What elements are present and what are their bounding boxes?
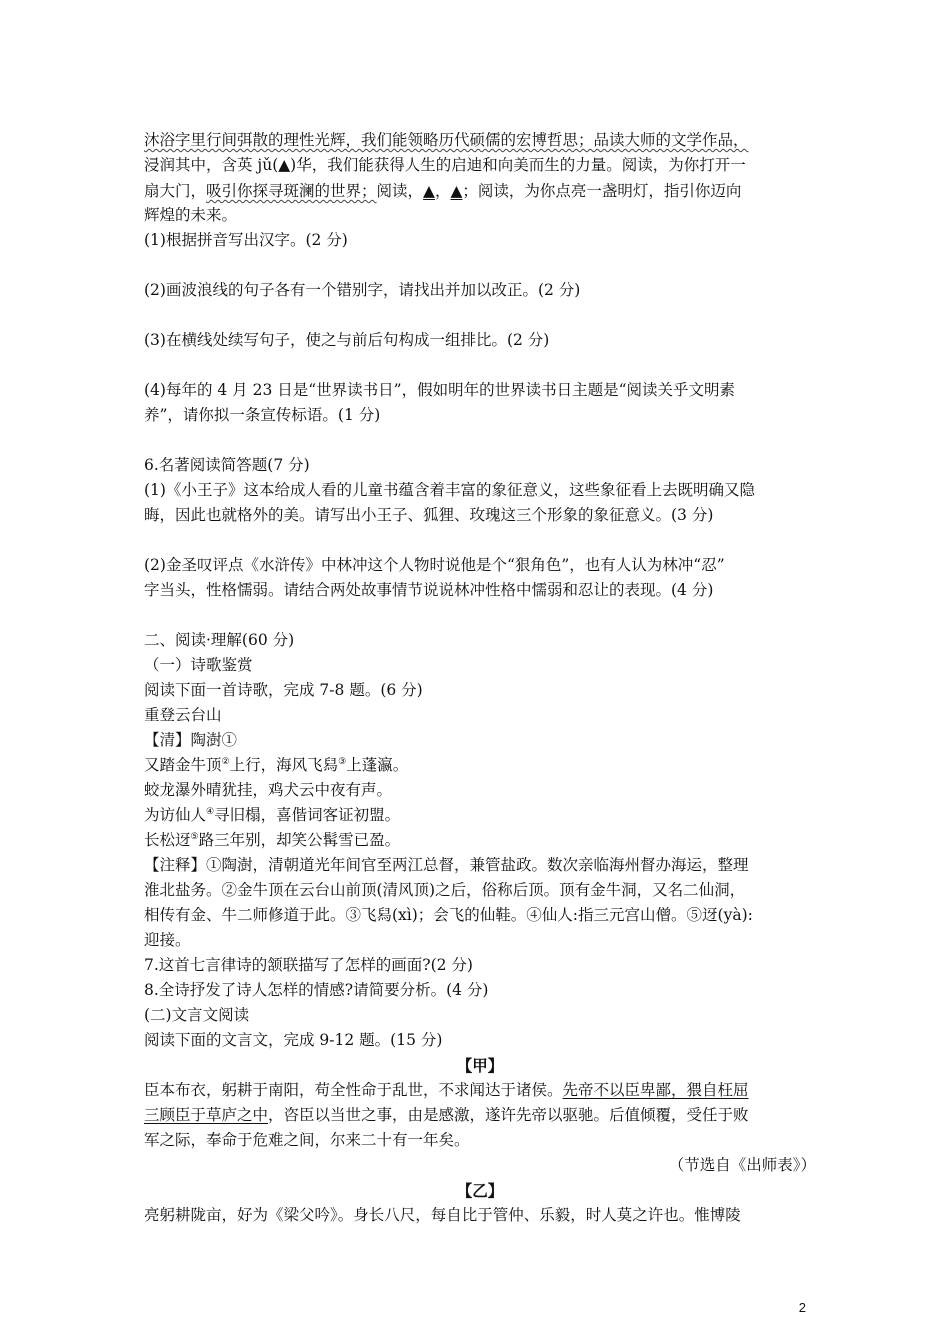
poem-line-4: 长松迓⑤路三年别，却笑公髯雪已盈。 (144, 831, 401, 849)
yi-label: 【乙】 (456, 1181, 504, 1200)
notes-line-2: 淮北盐务。②金牛顶在云台山前顶(清风顶)之后，俗称后顶。顶有金牛洞，又名二仙洞， (144, 881, 746, 899)
q5-sub3: (3)在横线处续写句子，使之与前后句构成一组排比。(2 分) (144, 331, 550, 349)
q6-sub1-line2: 晦，因此也就格外的美。请写出小王子、狐狸、玫瑰这三个形象的象征意义。(3 分) (144, 506, 714, 524)
section2-instruction: 阅读下面的文言文，完成 9-12 题。(15 分) (144, 1031, 443, 1049)
poem-line-3: 为访仙人④寻旧榻，喜偕词客证初盟。 (144, 806, 401, 824)
poem-line-2: 蛟龙瀑外晴犹挂，鸡犬云中夜有声。 (144, 781, 393, 799)
q5-sub2: (2)画波浪线的句子各有一个错别字，请找出并加以改正。(2 分) (144, 281, 581, 299)
blank-1: ▲ (423, 181, 435, 200)
q5-sub4-line2: 养”，请你拟一条宣传标语。(1 分) (144, 406, 381, 424)
section1-title: （一）诗歌鉴赏 (144, 656, 253, 674)
q6-sub1-line1: (1)《小王子》这本给成人看的儿童书蕴含着丰富的象征意义，这些象征看上去既明确又隐 (144, 481, 755, 499)
jia-label: 【甲】 (456, 1056, 504, 1075)
jia-underlined-1: 先帝不以臣卑鄙，猥自枉屈 (562, 1081, 749, 1099)
notes-line-1: 【注释】①陶澍，清朝道光年间官至两江总督，兼管盐政。数次亲临海州督办海运，整理 (144, 856, 749, 874)
part2-heading: 二、阅读·理解(60 分) (144, 631, 295, 649)
q6-sub2-line1: (2)金圣叹评点《水浒传》中林冲这个人物时说他是个“狠角色”，也有人认为林冲“忍” (144, 556, 725, 574)
section2-title: (二)文言文阅读 (144, 1006, 250, 1024)
section1-instruction: 阅读下面一首诗歌，完成 7-8 题。(6 分) (144, 681, 423, 699)
q7: 7.这首七言律诗的颔联描写了怎样的画面?(2 分) (144, 956, 473, 974)
poem-title: 重登云台山 (144, 706, 222, 724)
page-number: 2 (798, 1300, 806, 1315)
jia-line-3: 军之际，奉命于危难之间，尔来二十有一年矣。 (144, 1131, 470, 1149)
q5-sub4-line1: (4)每年的 4 月 23 日是“世界读书日”，假如明年的世界读书日主题是“阅读关乎文明素 (144, 381, 736, 399)
jia-line-2: 三顾臣于草庐之中，咨臣以当世之事，由是感激，遂许先帝以驱驰。后值倾覆，受任于败 (144, 1106, 749, 1124)
jia-source: （节选自《出师表》） (668, 1156, 816, 1174)
q8: 8.全诗抒发了诗人怎样的情感?请简要分析。(4 分) (144, 981, 489, 999)
jia-underlined-2: 三顾臣于草庐之中 (144, 1106, 269, 1124)
notes-line-4: 迎接。 (144, 931, 191, 949)
yi-line-1: 亮躬耕陇亩，好为《梁父吟》。身长八尺，每自比于管仲、乐毅，时人莫之许也。惟博陵 (144, 1206, 741, 1224)
intro-line-4: 辉煌的未来。 (144, 206, 238, 224)
wavy-sentence-2: 吸引你探寻斑澜的世界； (206, 182, 377, 200)
intro-line-2: 浸润其中，含英 jǔ(▲)华，我们能获得人生的启迪和向美而生的力量。阅读，为你打开一 (144, 156, 746, 174)
poem-author: 【清】陶澍① (144, 731, 238, 749)
poem-line-1: 又踏金牛顶②上行，海风飞舄③上蓬瀛。 (144, 756, 409, 774)
intro-line-1 (144, 128, 816, 153)
q6-title: 6.名著阅读简答题(7 分) (144, 456, 310, 474)
jia-line-1: 臣本布衣，躬耕于南阳，苟全性命于乱世，不求闻达于诸侯。先帝不以臣卑鄙，猥自枉屈 (144, 1081, 749, 1099)
q6-sub2-line2: 字当头，性格懦弱。请结合两处故事情节说说林冲性格中懦弱和忍让的表现。(4 分) (144, 581, 714, 599)
q5-sub1: (1)根据拼音写出汉字。(2 分) (144, 231, 348, 249)
blank-2: ▲ (450, 181, 463, 200)
notes-line-3: 相传有金、牛二师修道于此。③飞舄(xì)；会飞的仙鞋。④仙人:指三元宫山僧。⑤迓(yà): (144, 906, 753, 924)
wavy-sentence-1: 沐浴字里行间弭散的理性光辉，我们能领略历代硕儒的宏博哲思；品读大师的文学作品， (144, 131, 749, 149)
intro-line-3: 扇大门，吸引你探寻斑澜的世界；阅读，▲，▲；阅读，为你点亮一盏明灯，指引你迈向 (144, 181, 742, 200)
